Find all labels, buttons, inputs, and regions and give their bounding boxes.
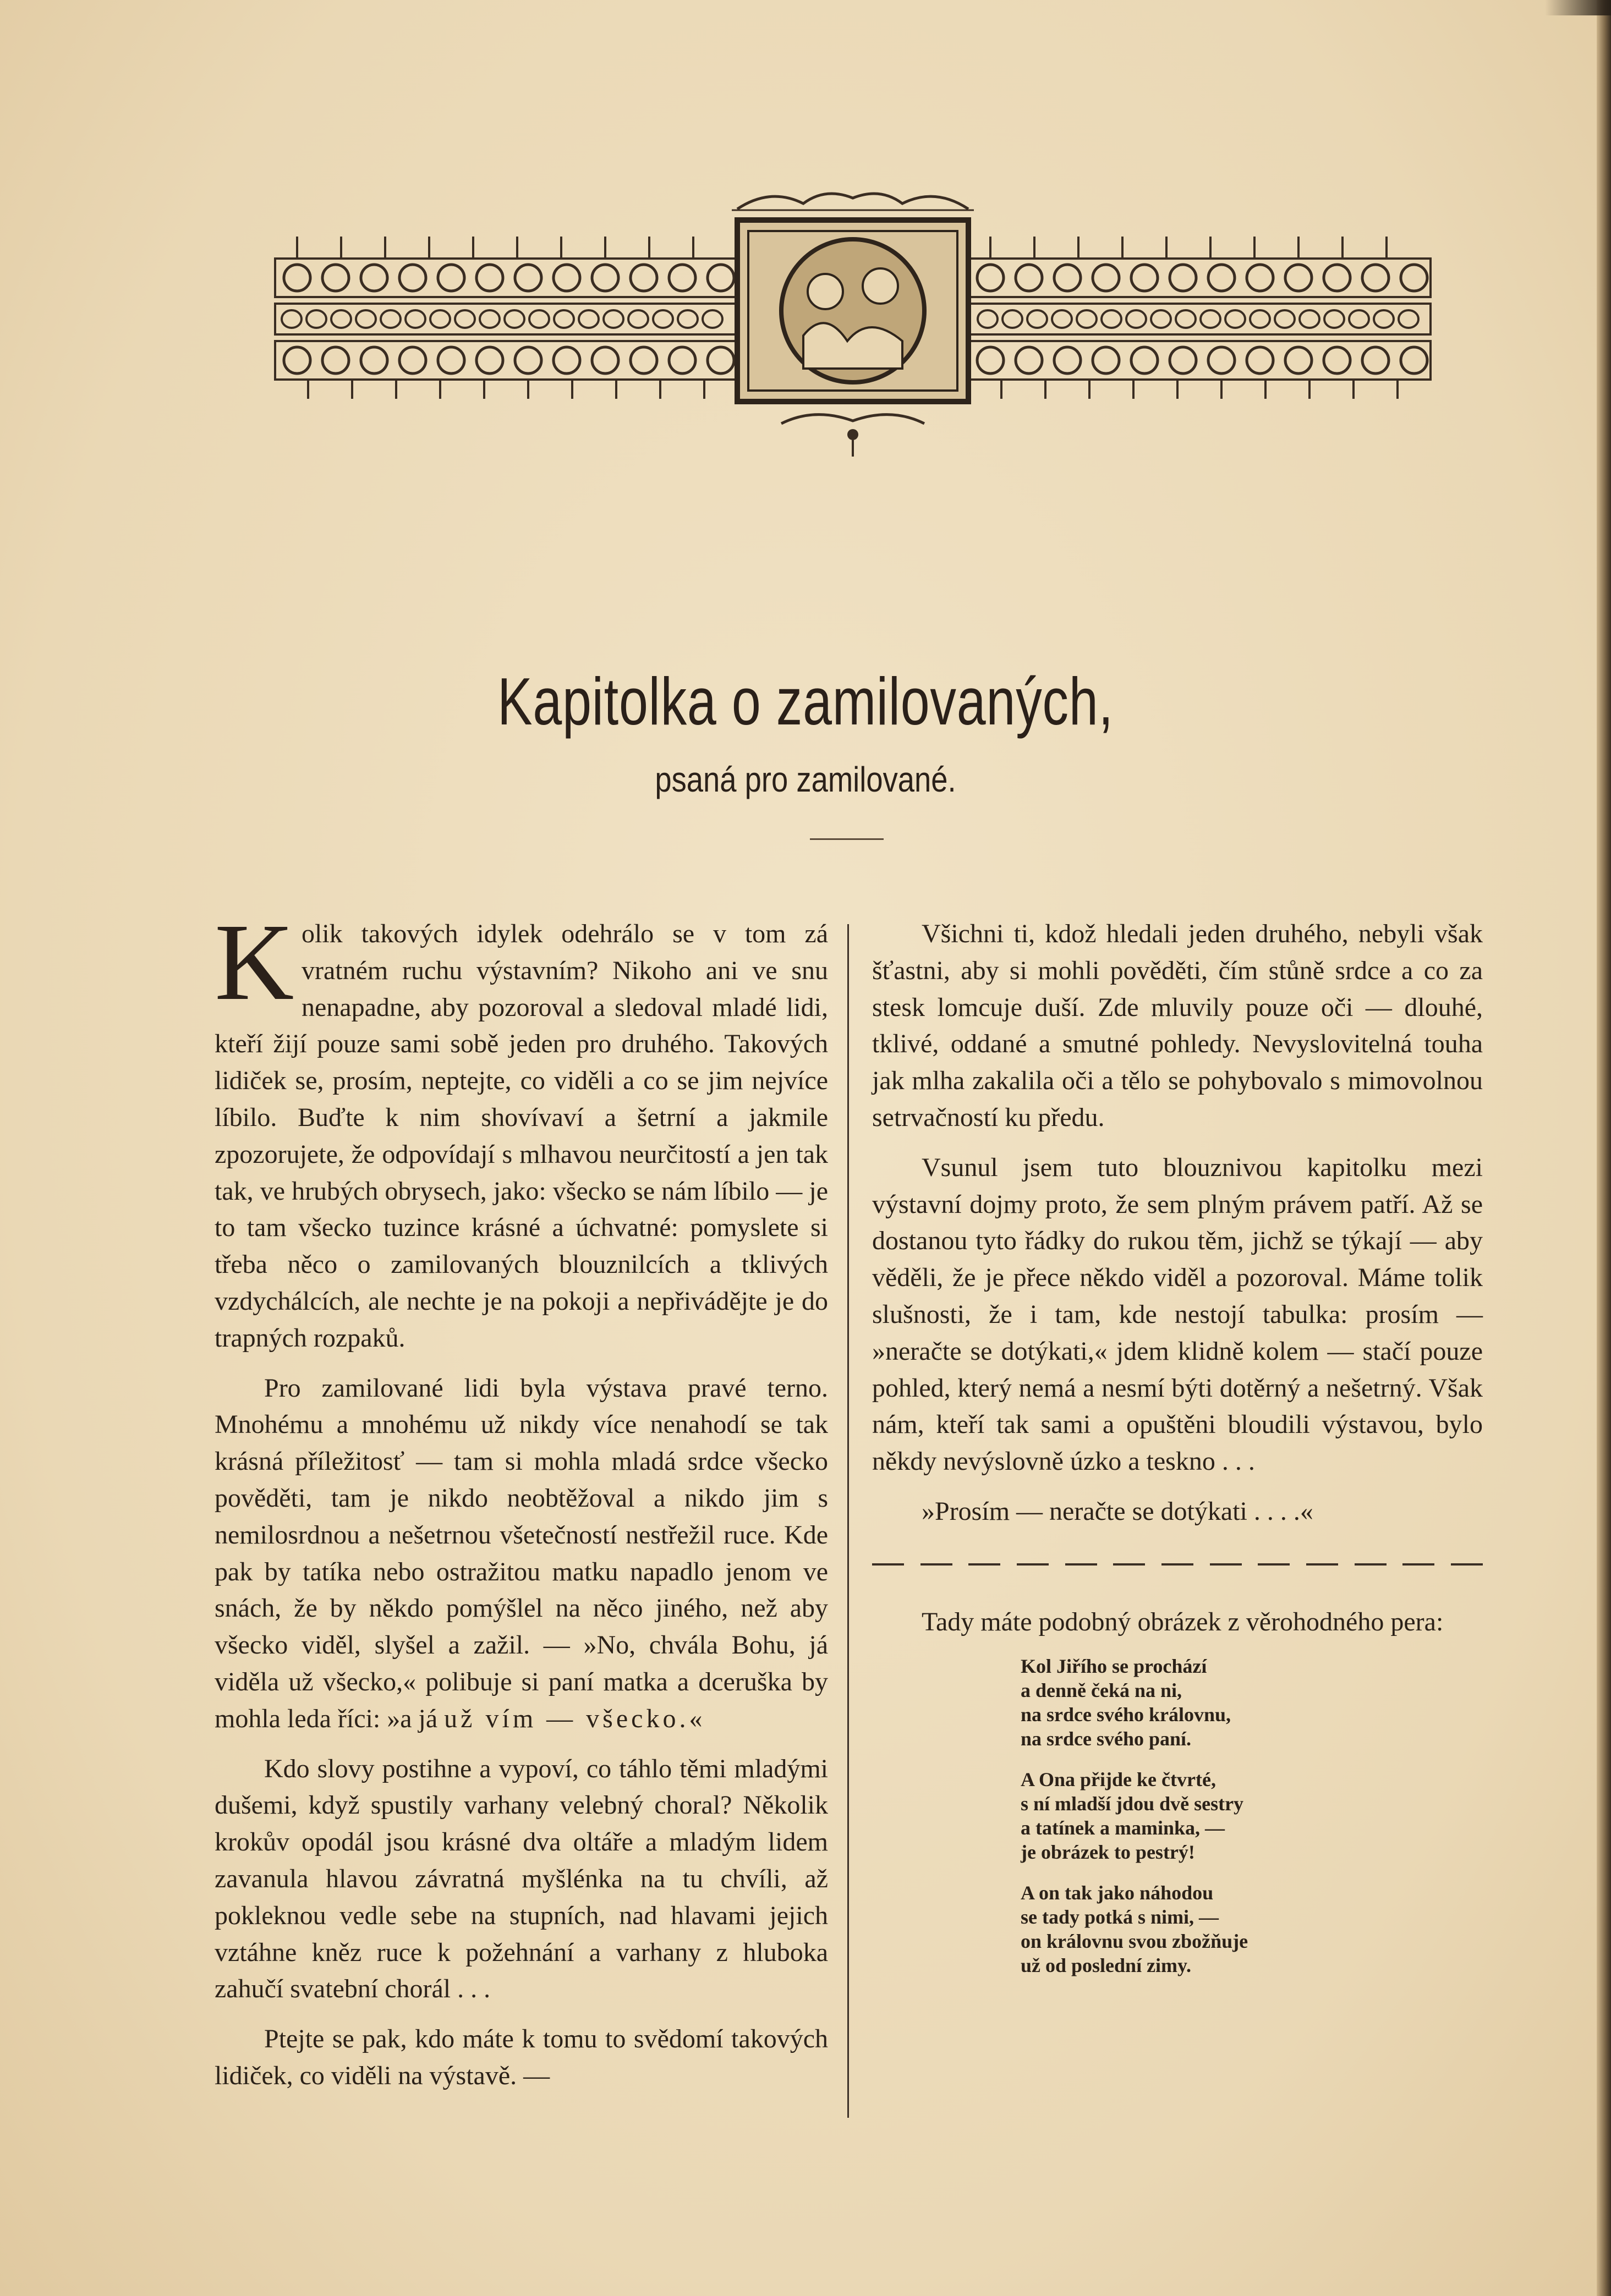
- dashed-separator: [872, 1563, 1483, 1566]
- paragraph-text: olik takových idylek odehrálo se v tom zá vratném ruchu výstavním? Nikoho ani ve snu nenapadne, aby pozoroval a sledoval mladé lidi, kteří žijí pouze sami sobě jeden pro druhého. Takových lidiček se, prosím, neptejte, co viděli a co se jim nejvíce líbilo. Buďte k nim shovívaví a šetrní a jakmile zpozorujete, že odpovídají s mlhavou neurčitostí a jen tak tak, ve hrubých obrysech, jako: všecko se nám líbilo — je to tam všecko tuzince krásné a úchvatné: pomyslete si třeba něco o zamilovaných blouznilcích a tklivých vzdychálcích, ale nechte je na pokoji a nepřivádějte je do trapných rozpaků.: [215, 919, 828, 1353]
- dropcap-letter: K: [215, 902, 294, 1023]
- poem-line: A on tak jako náhodou: [1021, 1881, 1214, 1904]
- poem-line: s ní mladší jdou dvě sestry: [1021, 1792, 1244, 1815]
- page-edge: [1597, 0, 1611, 2296]
- poem-line: na srdce svého královnu,: [1021, 1703, 1231, 1726]
- title-rule: [810, 838, 884, 840]
- paragraph-quote: »Prosím — neračte se dotýkati . . . .«: [922, 1496, 1313, 1526]
- paragraph: Kdo slovy postihne a vypoví, co táhlo těmi mladými dušemi, když spustily varhany velebný choral? Několik krokův opodál jsou krásné dva oltáře a mladým lidem zavanula hlavou závratná myšlénka na tu chvíli, až pokleknou vedle sebe na stupních, nad hlavami jejich vztáhne kněz ruce k požehnání a varhany z hluboka zahučí svatební chorál . . .: [215, 1754, 828, 2004]
- poem-line: už od poslední zimy.: [1021, 1954, 1192, 1976]
- page-corner-shadow: [1545, 0, 1611, 15]
- dropcap: [215, 902, 294, 1023]
- column-divider: [847, 924, 849, 2118]
- paragraph: [215, 1370, 828, 1738]
- paragraph: Ptejte se pak, kdo máte k tomu to svědomí takových lidiček, co viděli na výstavě. —: [215, 2024, 828, 2090]
- poem-line: se tady potká s nimi, —: [1021, 1905, 1219, 1928]
- ornamental-headpiece-icon: [253, 176, 1453, 462]
- poem-stanza: [1021, 1654, 1483, 1751]
- page-title: Kapitolka o zamilovaných,: [497, 664, 1114, 739]
- poem: [1021, 1654, 1483, 1978]
- poem-line: a tatínek a maminka, —: [1021, 1816, 1225, 1839]
- poem-stanza: [1021, 1881, 1483, 1978]
- poem-line: je obrázek to pestrý!: [1021, 1841, 1195, 1863]
- poem-line: on královnu svou zbožňuje: [1021, 1930, 1248, 1952]
- page-subtitle: psaná pro zamilované.: [655, 760, 956, 799]
- paragraph-spaced-tail: už vím — všecko.«: [444, 1704, 706, 1733]
- paragraph: Vsunul jsem tuto blouznivou kapitolku mezi výstavní dojmy proto, že sem plným právem patří. Až se dostanou tyto řádky do rukou těm, jichž se týkají — aby věděli, že je přece někdo viděl a pozoroval. Máme tolik slušnosti, že i tam, kde nestojí tabulka: prosím — »neračte se dotýkati,« jdem klidně kolem — stačí pouze pohled, který nemá a nesmí býti dotěrný a nešetrný. Však nám, kteří tak sami a opuštěni bloudili výstavou, bylo někdy nevýslovně úzko a teskno . . .: [872, 1152, 1483, 1476]
- right-column: [872, 916, 1483, 1994]
- poem-stanza: [1021, 1767, 1483, 1864]
- poem-line: A Ona přijde ke čtvrté,: [1021, 1768, 1216, 1790]
- paragraph: Tady máte podobný obrázek z věrohodného pera:: [922, 1607, 1444, 1636]
- poem-line: Kol Jiřího se prochází: [1021, 1655, 1207, 1677]
- paragraph: Všichni ti, kdož hledali jeden druhého, nebyli však šťastni, aby si mohli pověděti, čím stůně srdce a co za stesk lomcuje duší. Zde mluvily pouze oči — dlouhé, tklivé, oddané a smutné pohledy. Nevyslovitelná touha jak mlha zakalila oči a tělo se pohybovalo s mimovolnou setrvačností ku předu.: [872, 919, 1483, 1132]
- poem-line: na srdce svého paní.: [1021, 1727, 1192, 1750]
- poem-line: a denně čeká na ni,: [1021, 1679, 1182, 1701]
- left-column: [215, 902, 828, 2108]
- paragraph-intro: [215, 902, 828, 1357]
- paragraph-text: Pro zamilované lidi byla výstava pravé terno. Mnohému a mnohému už nikdy více nenahodí se tak krásná příležitosť — tam si mohla mladá srdce všecko pověděti, tam je nikdo neobtěžoval a nikdo jim s nemilosrdnou a nešetrnou všetečností nestřežil ruce. Kde pak by tatíka nebo ostražitou matku napadlo jenom ve snách, že by někdo pomýšlel na něco jiného, než aby všecko viděl, slyšel a zažil. — »No, chvála Bohu, já viděla už všecko,« polibuje si paní matka a dceruška by mohla leda říci: »a já: [215, 1373, 828, 1733]
